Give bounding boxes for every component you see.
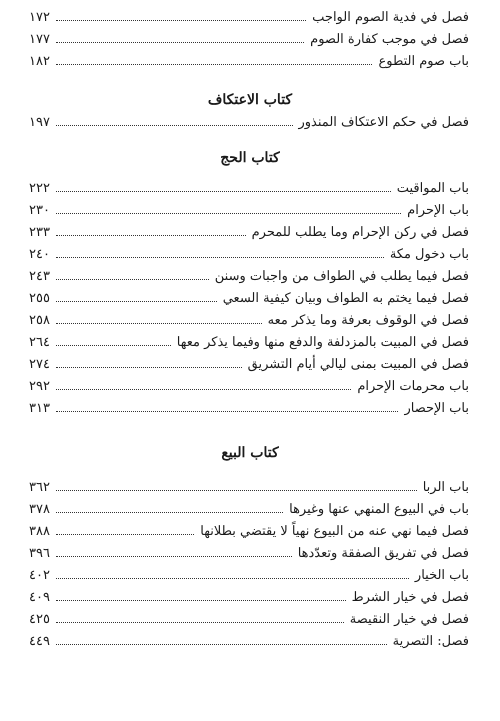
toc-entry-page: ٢٣٠ — [29, 203, 50, 218]
toc-leader-dots — [56, 63, 373, 65]
toc-leader-dots — [56, 256, 384, 258]
toc-entry-title: باب دخول مكة — [389, 247, 469, 262]
toc-leader-dots — [56, 555, 292, 557]
toc-leader-dots — [56, 489, 417, 491]
toc-entry-page: ٢٩٢ — [29, 379, 50, 394]
toc-entry-title: فصل في ركن الإحرام وما يطلب للمحرم — [251, 225, 469, 240]
toc-entry-title: فصل في خيار النقيصة — [349, 612, 469, 627]
toc-entry-page: ٤٤٩ — [29, 634, 50, 649]
toc-entry-title: فصل في المبيت بمنى ليالي أيام التشريق — [247, 357, 469, 372]
toc-entry-title: فصل فيما نهي عنه من البيوع نهياً لا يقتضي بطلانها — [200, 524, 469, 539]
toc-entry-page: ٤٠٩ — [29, 590, 50, 605]
toc-entry-title: فصل في حكم الاعتكاف المنذور — [298, 115, 469, 130]
toc-entry[interactable] — [29, 590, 469, 610]
toc-entry-title: باب الإحصار — [404, 401, 469, 416]
toc-entry-title: باب المواقيت — [396, 181, 469, 196]
toc-entry-page: ١٧٢ — [29, 10, 50, 25]
toc-leader-dots — [56, 190, 391, 192]
toc-entry[interactable] — [29, 269, 469, 289]
toc-leader-dots — [56, 322, 262, 324]
toc-entry[interactable] — [29, 10, 469, 30]
toc-entry-title: فصل في موجب كفارة الصوم — [310, 32, 469, 47]
toc-entry-page: ٣١٣ — [29, 401, 50, 416]
toc-entry-page: ٢٤٣ — [29, 269, 50, 284]
toc-entry-title: باب الخيار — [414, 568, 469, 583]
toc-entry-title: باب في البيوع المنهي عنها وغيرها — [289, 502, 469, 517]
toc-entry[interactable] — [29, 335, 469, 355]
toc-entry-title: باب الربا — [422, 480, 469, 495]
toc-leader-dots — [56, 533, 194, 535]
toc-entry-title: باب صوم التطوع — [378, 54, 469, 69]
toc-entry-title: فصل: التصرية — [392, 634, 469, 649]
toc-entry-page: ٣٨٨ — [29, 524, 50, 539]
toc-entry[interactable] — [29, 546, 469, 566]
toc-leader-dots — [56, 234, 246, 236]
toc-entry-page: ١٧٧ — [29, 32, 50, 47]
section-heading-itikaf: كتاب الاعتكاف — [207, 92, 293, 108]
toc-leader-dots — [56, 599, 346, 601]
toc-leader-dots — [56, 577, 409, 579]
toc-entry[interactable] — [29, 225, 469, 245]
toc-entry-page: ١٩٧ — [29, 115, 50, 130]
toc-entry-page: ٣٦٢ — [29, 480, 50, 495]
toc-entry[interactable] — [29, 54, 469, 74]
toc-leader-dots — [56, 278, 209, 280]
toc-entry-page: ٢٥٨ — [29, 313, 50, 328]
toc-entry-page: ٢٤٠ — [29, 247, 50, 262]
toc-entry[interactable] — [29, 181, 469, 201]
toc-entry-title: فصل فيما يختم به الطواف وبيان كيفية السعي — [222, 291, 469, 306]
toc-entry-page: ٢٧٤ — [29, 357, 50, 372]
toc-entry-page: ٤٠٢ — [29, 568, 50, 583]
toc-entry-page: ٤٢٥ — [29, 612, 50, 627]
toc-leader-dots — [56, 643, 387, 645]
toc-entry-page: ١٨٢ — [29, 54, 50, 69]
toc-entry-title: فصل في الوقوف بعرفة وما يذكر معه — [267, 313, 469, 328]
toc-entry[interactable] — [29, 203, 469, 223]
toc-leader-dots — [56, 366, 242, 368]
toc-entry-page: ٣٩٦ — [29, 546, 50, 561]
toc-leader-dots — [56, 212, 401, 214]
toc-entry[interactable] — [29, 634, 469, 654]
toc-leader-dots — [56, 300, 217, 302]
toc-leader-dots — [56, 388, 351, 390]
toc-entry[interactable] — [29, 357, 469, 377]
toc-entry-title: فصل في المبيت بالمزدلفة والدفع منها وفيما يذكر معها — [176, 335, 469, 350]
toc-leader-dots — [56, 344, 171, 346]
toc-entry[interactable] — [29, 247, 469, 267]
toc-entry[interactable] — [29, 291, 469, 311]
toc-entry-title: باب محرمات الإحرام — [357, 379, 469, 394]
toc-leader-dots — [56, 511, 283, 513]
toc-entry[interactable] — [29, 568, 469, 588]
toc-leader-dots — [56, 41, 304, 43]
section-heading-hajj: كتاب الحج — [220, 150, 280, 166]
toc-leader-dots — [56, 410, 399, 412]
toc-entry[interactable] — [29, 524, 469, 544]
toc-entry[interactable] — [29, 401, 469, 421]
toc-entry[interactable] — [29, 379, 469, 399]
toc-entry[interactable] — [29, 612, 469, 632]
toc-entry-title: فصل فيما يطلب في الطواف من واجبات وسنن — [214, 269, 469, 284]
toc-leader-dots — [56, 124, 293, 126]
toc-leader-dots — [56, 621, 344, 623]
toc-entry[interactable] — [29, 115, 469, 135]
toc-entry-title: باب الإحرام — [407, 203, 469, 218]
toc-entry-page: ٢٢٢ — [29, 181, 50, 196]
section-heading-bay: كتاب البيع — [221, 445, 279, 461]
toc-entry-page: ٢٦٤ — [29, 335, 50, 350]
toc-entry-page: ٢٣٣ — [29, 225, 50, 240]
toc-entry[interactable] — [29, 502, 469, 522]
toc-entry-title: فصل في تفريق الصفقة وتعدّدها — [297, 546, 469, 561]
toc-entry-title: فصل في خيار الشرط — [351, 590, 469, 605]
toc-entry[interactable] — [29, 32, 469, 52]
toc-leader-dots — [56, 19, 306, 21]
toc-entry-page: ٢٥٥ — [29, 291, 50, 306]
toc-entry-title: فصل في فدية الصوم الواجب — [312, 10, 469, 25]
toc-entry[interactable] — [29, 313, 469, 333]
toc-entry[interactable] — [29, 480, 469, 500]
toc-entry-page: ٣٧٨ — [29, 502, 50, 517]
